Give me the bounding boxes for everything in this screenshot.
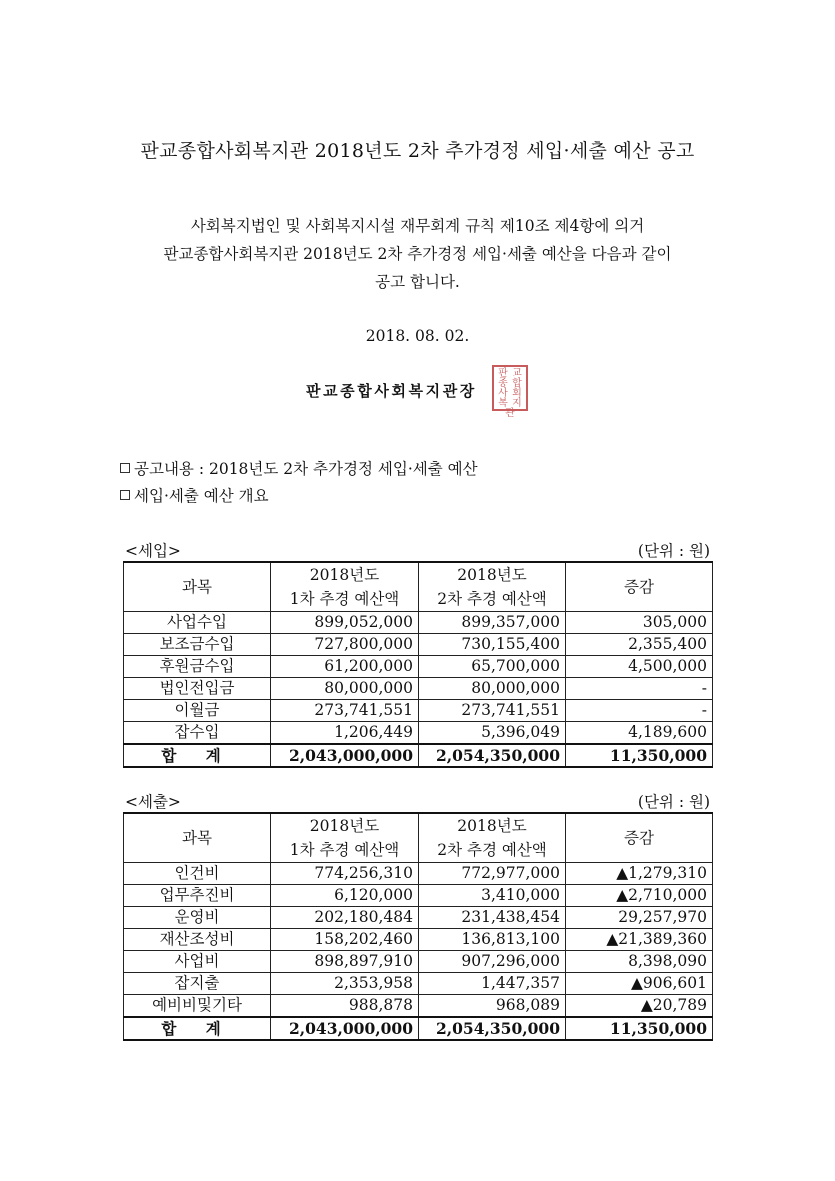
organization-name: 판교종합사회복지관장 [306,382,477,400]
budget2-cell: 772,977,000 [419,863,566,885]
item-cell: 이월금 [124,700,271,722]
change-cell: 2,355,400 [566,634,713,656]
header-budget2-year: 2018년도 [457,566,527,584]
table-row [124,929,713,951]
budget1-cell: 6,120,000 [271,885,419,907]
change-cell: ▲1,279,310 [566,863,713,885]
table-row [124,951,713,973]
item-cell: 합 계 [124,1017,271,1040]
revenue-unit: (단위 : 원) [637,542,710,560]
budget2-cell: 5,396,049 [419,722,566,745]
expenditure-table [123,812,713,1041]
item-cell: 인건비 [124,863,271,885]
item-cell: 운영비 [124,907,271,929]
table-row [124,678,713,700]
document-title: 판교종합사회복지관 2018년도 2차 추가경정 세입·세출 예산 공고 [140,140,695,162]
budget2-cell: 2,054,350,000 [419,1017,566,1040]
item-cell: 사업비 [124,951,271,973]
budget1-cell: 2,043,000,000 [271,1017,419,1040]
table-row [124,885,713,907]
change-cell: 11,350,000 [566,744,713,767]
budget2-cell: 907,296,000 [419,951,566,973]
header-budget2 [419,813,566,863]
seal-glyph: 사 [498,388,508,399]
budget1-cell: 202,180,484 [271,907,419,929]
budget1-cell: 2,043,000,000 [271,744,419,767]
budget2-cell: 1,447,357 [419,973,566,995]
budget1-cell: 80,000,000 [271,678,419,700]
header-item: 과목 [124,813,271,863]
header-budget1-year: 2018년도 [309,817,380,835]
table-row [124,973,713,995]
total-row [124,744,713,767]
budget2-cell: 968,089 [419,995,566,1018]
change-cell: - [566,678,713,700]
expenditure-unit: (단위 : 원) [637,793,710,811]
announcement-date: 2018. 08. 02. [365,327,470,345]
budget1-cell: 2,353,958 [271,973,419,995]
budget2-cell: 80,000,000 [419,678,566,700]
seal-glyph: 관 [505,408,515,419]
header-budget2-year: 2018년도 [457,817,527,835]
revenue-caption-row [125,539,710,561]
budget2-cell: 136,813,100 [419,929,566,951]
budget1-cell: 899,052,000 [271,612,419,634]
revenue-caption: <세입> [125,542,181,560]
header-budget1-label: 1차 추경 예산액 [289,841,400,859]
item-cell: 잡수입 [124,722,271,745]
change-cell: ▲21,389,360 [566,929,713,951]
table-row [124,722,713,745]
intro-paragraph [0,212,835,296]
budget1-cell: 774,256,310 [271,863,419,885]
change-cell: 305,000 [566,612,713,634]
item-cell: 법인전입금 [124,678,271,700]
seal-glyph: 복 [498,398,508,409]
intro-line: 사회복지법인 및 사회복지시설 재무회계 규칙 제10조 제4항에 의거 [190,217,645,235]
total-row [124,1017,713,1040]
budget1-cell: 898,897,910 [271,951,419,973]
seal-glyph: 지 [512,398,522,409]
header-item: 과목 [124,562,271,612]
seal-glyph: 종 [498,378,508,389]
budget2-cell: 273,741,551 [419,700,566,722]
budget2-cell: 231,438,454 [419,907,566,929]
item-cell: 보조금수입 [124,634,271,656]
header-budget1-year: 2018년도 [309,566,380,584]
expenditure-caption-row [125,790,710,812]
budget1-cell: 727,800,000 [271,634,419,656]
intro-line: 판교종합사회복지관 2018년도 2차 추가경정 세입·세출 예산을 다음과 같이 [163,245,672,263]
header-change: 증감 [566,813,713,863]
header-budget2 [419,562,566,612]
budget1-cell: 988,878 [271,995,419,1018]
item-cell: 사업수입 [124,612,271,634]
change-cell: ▲906,601 [566,973,713,995]
notice-item-text: 공고내용 : 2018년도 2차 추가경정 세입·세출 예산 [134,460,478,478]
intro-line: 공고 합니다. [375,273,460,291]
change-cell: - [566,700,713,722]
table-row [124,863,713,885]
seal-glyph: 합 [512,378,522,389]
header-budget2-label: 2차 추경 예산액 [437,841,547,859]
change-cell: 29,257,970 [566,907,713,929]
budget1-cell: 61,200,000 [271,656,419,678]
revenue-table [123,561,713,768]
budget2-cell: 65,700,000 [419,656,566,678]
table-row [124,995,713,1018]
table-row [124,656,713,678]
notice-item-overview [120,484,269,506]
header-change: 증감 [566,562,713,612]
change-cell: 11,350,000 [566,1017,713,1040]
budget2-cell: 899,357,000 [419,612,566,634]
header-budget1 [271,813,419,863]
header-budget1-label: 1차 추경 예산액 [289,590,400,608]
table-row [124,700,713,722]
table-row [124,907,713,929]
item-cell: 예비비및기타 [124,995,271,1018]
budget1-cell: 158,202,460 [271,929,419,951]
seal-glyph: 회 [512,388,522,399]
item-cell: 합 계 [124,744,271,767]
item-cell: 후원금수입 [124,656,271,678]
table-row [124,634,713,656]
change-cell: ▲20,789 [566,995,713,1018]
change-cell: 8,398,090 [566,951,713,973]
square-bullet-icon [120,490,130,500]
item-cell: 재산조성비 [124,929,271,951]
budget1-cell: 273,741,551 [271,700,419,722]
official-seal-icon [492,365,528,419]
table-row [124,612,713,634]
change-cell: 4,500,000 [566,656,713,678]
change-cell: ▲2,710,000 [566,885,713,907]
item-cell: 잡지출 [124,973,271,995]
budget2-cell: 3,410,000 [419,885,566,907]
notice-item-text: 세입·세출 예산 개요 [134,487,269,505]
square-bullet-icon [120,463,130,473]
budget2-cell: 730,155,400 [419,634,566,656]
budget1-cell: 1,206,449 [271,722,419,745]
budget2-cell: 2,054,350,000 [419,744,566,767]
seal-glyph: 판 [498,368,508,379]
notice-item-content [120,457,478,479]
item-cell: 업무추진비 [124,885,271,907]
change-cell: 4,189,600 [566,722,713,745]
header-budget1 [271,562,419,612]
seal-glyph: 교 [512,368,522,379]
expenditure-caption: <세출> [125,793,181,811]
header-budget2-label: 2차 추경 예산액 [437,590,547,608]
